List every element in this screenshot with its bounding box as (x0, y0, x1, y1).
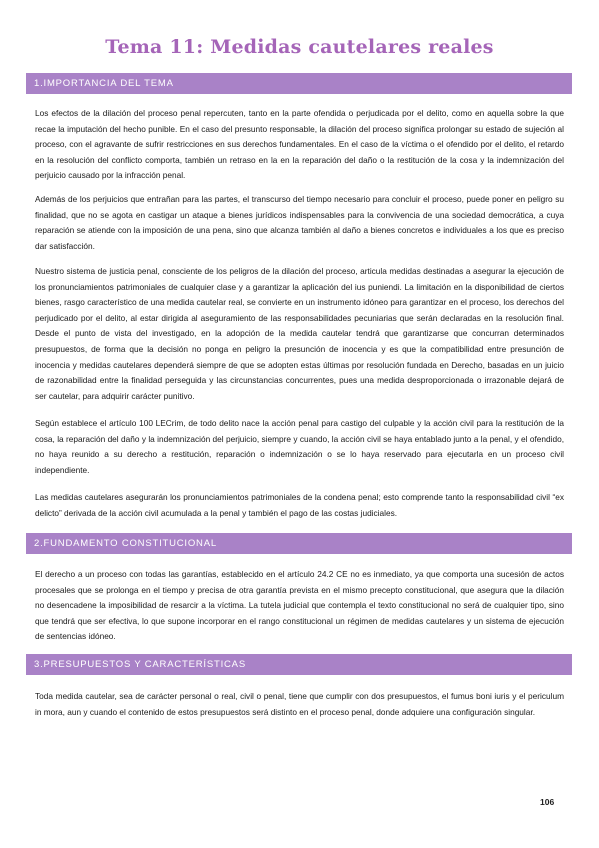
paragraph: Nuestro sistema de justicia penal, consciente de los peligros de la dilación del proceso, articula medidas destinadas a asegurar la ejecución de los pronunciamientos patrimoniales de cualquier clase y a garantizar la aplicación del ius puniendi. La limitación en la disponibilidad de ciertos bienes, rasgo característico de una medida cautelar real, se convierte en un instrumento idóneo para garantizar en el proceso, los derechos del perjudicado por el delito, al estar dirigida al aseguramiento de las responsabilidades pecuniarias que serán declaradas en la resolución final. Desde el punto de vista del investigado, en la adopción de la medida cautelar tendrá que garantizarse que concurran determinados presupuestos, de forma que la decisión no ponga en peligro la presunción de inocencia y es que la compatibilidad entre presunción de inocencia y medidas cautelares dependerá siempre de que se adopten estas últimas por resolución fundada en Derecho, basadas en un juicio de razonabilidad entre la finalidad perseguida y las circunstancias concurrentes, pues una medida desproporcionada o irrazonable dejará de ser cautelar, para adquirir carácter punitivo. (35, 266, 564, 401)
paragraph: Las medidas cautelares asegurarán los pronunciamientos patrimoniales de la condena penal; esto comprende tanto la responsabilidad civil “ex delicto” derivada de la acción civil acumulada a la penal y también el pago de las costas judiciales. (35, 492, 564, 518)
paragraph: El derecho a un proceso con todas las garantías, establecido en el artículo 24.2 CE no es inmediato, ya que comporta una sucesión de actos procesales que se prolonga en el tiempo y precisa de otra garantía prevista en el mismo precepto constitucional, que asegura que la dilación no desencadene la imposibilidad de resarcir a la víctima. La tutela judicial que contempla el texto constitucional no será de cualquier tipo, sino que tendrá que ser efectiva, lo que supone incorporar en el rango constitucional un régimen de medidas cautelares y un sistema de ejecución de sentencias idóneo. (35, 569, 564, 642)
page-title: Tema 11: Medidas cautelares reales (105, 36, 494, 58)
paragraph: Además de los perjuicios que entrañan para las partes, el transcurso del tiempo necesario para concluir el proceso, puede poner en peligro su finalidad, que no se agota en castigar un ataque a bienes jurídicos indispensables para la convivencia de una sociedad democrática, a cuya reparación se atiende con la imposición de una pena, sino que alcanza también al daño a bienes concretos e individuales a los que es preciso dar satisfacción. (35, 194, 564, 251)
section-heading-fundamento: 2.FUNDAMENTO CONSTITUCIONAL (26, 533, 572, 554)
paragraph: Toda medida cautelar, sea de carácter personal o real, civil o penal, tiene que cumplir con dos presupuestos, el fumus boni iuris y el periculum in mora, aun y cuando el contenido de estos presupuestos será distinto en el proceso penal, donde adquiere una configuración singular. (35, 691, 564, 717)
paragraph: Según establece el artículo 100 LECrim, de todo delito nace la acción penal para castigo del culpable y la acción civil para la restitución de la cosa, la reparación del daño y la indemnización del perjuicio, siempre y cuando, la acción civil se haya entablado junto a la penal, y el ofendido, no haya reunido a su derecho a restitución, reparación o indemnización o se lo haya reservado para ejecutarla en un proceso civil independiente. (35, 418, 564, 475)
page-number: 106 (540, 797, 555, 807)
paragraph: Los efectos de la dilación del proceso penal repercuten, tanto en la parte ofendida o perjudicada por el delito, como en aquella sobre la que recae la imputación del hecho punible. En el caso del presunto responsable, la dilación del proceso significa prolongar su estado de sujeción al proceso, con el agravante de sufrir restricciones en sus derechos fundamentales. En el caso de la víctima o el ofendido por el delito, el retardo en la resolución del conflicto comporta, también un retraso en la en la reparación del daño o la restitución de la cosa y la indemnización del perjuicio causado por la infracción penal. (35, 108, 564, 181)
section-heading-importancia: 1.IMPORTANCIA DEL TEMA (26, 73, 572, 94)
section-heading-presupuestos: 3.PRESUPUESTOS Y CARACTERÍSTICAS (26, 654, 572, 675)
